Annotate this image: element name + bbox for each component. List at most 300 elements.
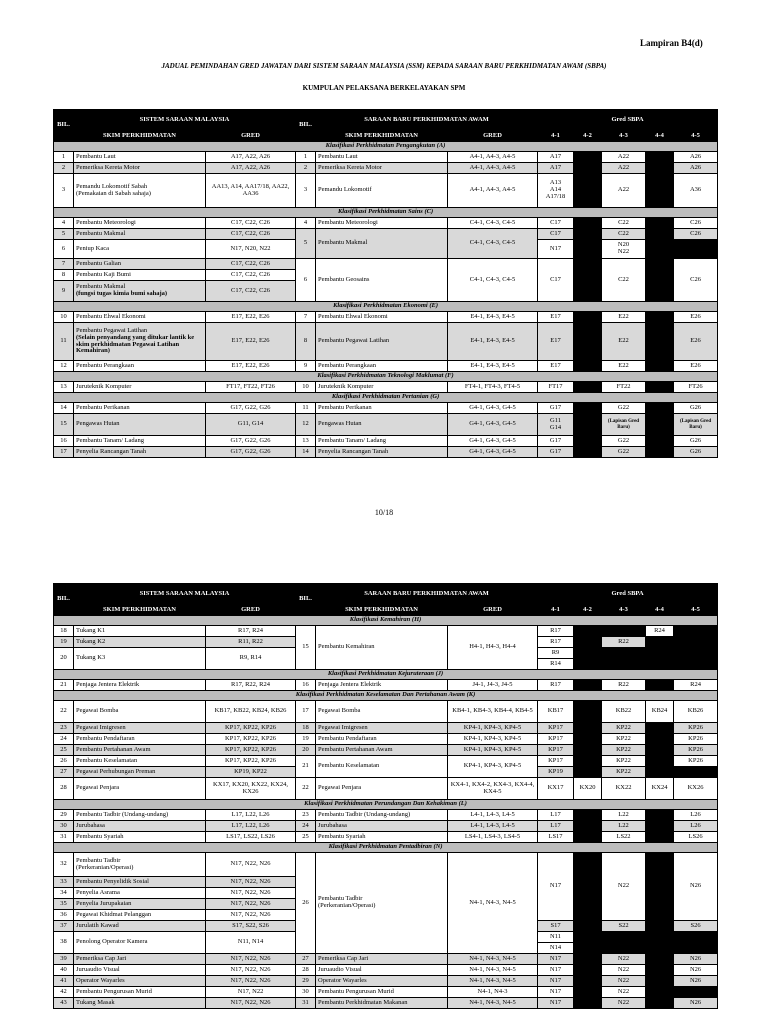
- empty-grade-cell: [646, 821, 674, 832]
- table-cell: 24: [54, 734, 74, 745]
- table-cell: N17: [538, 998, 574, 1009]
- table-cell: Peniup Kaca: [74, 240, 206, 259]
- bil-header: BIL.: [54, 110, 74, 142]
- gred-4-2-header: 4-2: [574, 131, 602, 142]
- table-row: [54, 723, 718, 734]
- table-cell: A4-1, A4-3, A4-5: [448, 152, 538, 163]
- table-cell: N17, N22, N26: [206, 853, 296, 877]
- empty-grade-cell: [646, 680, 674, 691]
- empty-grade-cell: [646, 447, 674, 458]
- table-cell: 20: [54, 648, 74, 670]
- table-cell: KB4-1, KB4-3, KB4-4, KB4-5: [448, 701, 538, 723]
- table-cell: E4-1, E4-3, E4-5: [448, 361, 538, 372]
- category-row: Klasifikasi Perkhidmatan Pertanian (G): [54, 393, 718, 403]
- empty-grade-cell: [646, 767, 674, 778]
- table-cell: 5: [54, 229, 74, 240]
- table-cell: A13 A14 A17/18: [538, 174, 574, 208]
- table-cell: KX4-1, KX4-2, KX4-3, KX4-4, KX4-5: [448, 778, 538, 800]
- empty-grade-cell: [574, 240, 602, 259]
- table-cell: R22: [602, 637, 646, 648]
- table-cell: C22: [602, 259, 646, 302]
- table-cell: R9, R14: [206, 648, 296, 670]
- empty-grade-cell: [646, 745, 674, 756]
- category-row: Klasifikasi Perkhidmatan Sains (C): [54, 208, 718, 218]
- table-cell: L17, L22, L26: [206, 810, 296, 821]
- table-cell: N17, N22: [206, 987, 296, 998]
- table-cell: G26: [674, 436, 718, 447]
- table-cell: Pegawai Imigresen: [316, 723, 448, 734]
- table-cell: (Lapisan Gred Baru): [674, 414, 718, 436]
- table-cell: Pegawai Imigresen: [74, 723, 206, 734]
- table-cell: N26: [674, 976, 718, 987]
- table-row: [54, 626, 718, 637]
- table-cell: Pembantu Pertahanan Awam: [74, 745, 206, 756]
- empty-grade-cell: [574, 229, 602, 240]
- table-cell: 13: [296, 436, 316, 447]
- table-cell: 14: [296, 447, 316, 458]
- table-cell: 2: [54, 163, 74, 174]
- table-cell: KP22: [602, 767, 646, 778]
- table-row: [54, 229, 718, 240]
- table-cell: N17: [538, 976, 574, 987]
- table-cell: R17: [538, 637, 574, 648]
- table-cell: 22: [54, 701, 74, 723]
- table-cell: 12: [296, 414, 316, 436]
- table-row: [54, 361, 718, 372]
- table-row: [54, 152, 718, 163]
- table-cell: C17: [538, 229, 574, 240]
- table-cell: S22: [602, 921, 646, 932]
- gred-header: GRED: [206, 131, 296, 142]
- table-cell: 6: [54, 240, 74, 259]
- empty-grade-cell: [646, 414, 674, 436]
- table-cell: KP17: [538, 734, 574, 745]
- table-cell: G17, G22, G26: [206, 447, 296, 458]
- empty-grade-cell: [646, 163, 674, 174]
- table-cell: L22: [602, 821, 646, 832]
- table-cell: AA13, A14, AA17/18, AA22, AA36: [206, 174, 296, 208]
- table-cell: Jurulatih Kawad: [74, 921, 206, 932]
- empty-grade-cell: [646, 403, 674, 414]
- table-cell: N17, N20, N22: [206, 240, 296, 259]
- table-cell: Jurubahasa: [316, 821, 448, 832]
- table-cell: 32: [54, 853, 74, 877]
- empty-grade-cell: [574, 821, 602, 832]
- empty-grade-cell: [646, 921, 674, 932]
- table-cell: E4-1, E4-3, E4-5: [448, 312, 538, 323]
- table-cell: E17, E22, E26: [206, 312, 296, 323]
- empty-grade-cell: [574, 932, 602, 954]
- table-cell: Tukang Masak: [74, 998, 206, 1009]
- table-cell: 6: [296, 259, 316, 302]
- ssm-header: SISTEM SARAAN MALAYSIA: [74, 110, 296, 131]
- table-cell: Pembantu Ehwal Ekonomi: [316, 312, 448, 323]
- empty-grade-cell: [574, 259, 602, 302]
- table-cell: E22: [602, 323, 646, 361]
- table-row: [54, 832, 718, 843]
- table-cell: Penjaga Jentera Elektrik: [316, 680, 448, 691]
- table-row: [54, 382, 718, 393]
- table-cell: A22: [602, 174, 646, 208]
- table-cell: C22: [602, 218, 646, 229]
- empty-grade-cell: [646, 987, 674, 998]
- table-cell: A36: [674, 174, 718, 208]
- table-cell: Pembantu Makmal: [316, 229, 448, 259]
- table-row: [54, 436, 718, 447]
- table-cell: E4-1, E4-3, E4-5: [448, 323, 538, 361]
- table-cell: N26: [674, 954, 718, 965]
- empty-grade-cell: [646, 976, 674, 987]
- empty-grade-cell: [602, 648, 646, 670]
- empty-grade-cell: [646, 323, 674, 361]
- table-cell: N4-1, N4-3, N4-5: [448, 998, 538, 1009]
- table-cell: Penyelia Asrama: [74, 888, 206, 899]
- table-cell: R14: [538, 659, 574, 670]
- table-cell: 21: [296, 756, 316, 778]
- table-cell: Pembantu Galian: [74, 259, 206, 270]
- table-cell: C17, C22, C26: [206, 281, 296, 302]
- table-cell: N11: [538, 932, 574, 943]
- table-cell: N26: [674, 998, 718, 1009]
- table-cell: N22: [602, 998, 646, 1009]
- table-cell: Penjaga Jentera Elektrik: [74, 680, 206, 691]
- category-row: Klasifikasi Perkhidmatan Keselamatan Dan Pertahanan Awam (K): [54, 691, 718, 701]
- table-cell: KX24: [646, 778, 674, 800]
- table-cell: C17, C22, C26: [206, 229, 296, 240]
- table-cell: Tukang K2: [74, 637, 206, 648]
- table-cell: Pembantu Tadbir (Perkeranian/Operasi): [316, 853, 448, 954]
- table-cell: G22: [602, 403, 646, 414]
- table-cell: A17, A22, A26: [206, 163, 296, 174]
- table-cell: 29: [296, 976, 316, 987]
- table-cell: Pemandu Lokomotif Sabah (Pemakaian di Sabah sahaja): [74, 174, 206, 208]
- table-row: [54, 998, 718, 1009]
- table-cell: KB17: [538, 701, 574, 723]
- empty-grade-cell: [646, 648, 674, 670]
- table-cell: N17, N22, N26: [206, 954, 296, 965]
- table-cell: KP4-1, KP4-3, KP4-5: [448, 745, 538, 756]
- category-row: Klasifikasi Perkhidmatan Pentadbiran (N): [54, 843, 718, 853]
- table-cell: E17: [538, 361, 574, 372]
- table-cell: L17, L22, L26: [206, 821, 296, 832]
- table-cell: KP4-1, KP4-3, KP4-5: [448, 734, 538, 745]
- table-cell: Pembantu Syariah: [74, 832, 206, 843]
- table-cell: KX17, KX20, KX22, KX24, KX26: [206, 778, 296, 800]
- table-cell: Pembantu Laut: [74, 152, 206, 163]
- table-row: [54, 954, 718, 965]
- empty-grade-cell: [574, 701, 602, 723]
- table-cell: R11, R22: [206, 637, 296, 648]
- table-cell: 36: [54, 910, 74, 921]
- table-cell: E22: [602, 361, 646, 372]
- table-cell: 15: [54, 414, 74, 436]
- table-cell: C26: [674, 259, 718, 302]
- table-cell: N22: [602, 954, 646, 965]
- table-cell: 28: [296, 965, 316, 976]
- table-cell: N17, N22, N26: [206, 910, 296, 921]
- table-cell: A17: [538, 152, 574, 163]
- table-cell: Pembantu Pengurusan Murid: [316, 987, 448, 998]
- table-cell: C4-1, C4-3, C4-5: [448, 218, 538, 229]
- table-cell: FT17, FT22, FT26: [206, 382, 296, 393]
- empty-grade-cell: [574, 767, 602, 778]
- empty-grade-cell: [646, 174, 674, 208]
- table-row: [54, 680, 718, 691]
- empty-grade-cell: [674, 648, 718, 670]
- table-cell: KP17: [538, 756, 574, 767]
- empty-grade-cell: [674, 987, 718, 998]
- table-cell: R17: [538, 626, 574, 637]
- table-cell: 23: [54, 723, 74, 734]
- lampiran-label: Lampiran B4(d): [640, 38, 703, 48]
- table-cell: Penolong Operator Kamera: [74, 932, 206, 954]
- table-cell: KP17, KP22, KP26: [206, 723, 296, 734]
- category-row: Klasifikasi Perkhidmatan Ekonomi (E): [54, 302, 718, 312]
- skim-header: SKIM PERKHIDMATAN: [74, 131, 206, 142]
- table-cell: L4-1, L4-3, L4-5: [448, 821, 538, 832]
- table-row: [54, 323, 718, 361]
- table-cell: Pembantu Laut: [316, 152, 448, 163]
- empty-grade-cell: [646, 240, 674, 259]
- table-cell: A22: [602, 152, 646, 163]
- table-cell: Pemeriksa Kereta Motor: [74, 163, 206, 174]
- table-cell: Pembantu Tadbir (Perkeranian/Operasi): [74, 853, 206, 877]
- table-cell: G22: [602, 436, 646, 447]
- table-row: [54, 403, 718, 414]
- table-cell: (Lapisan Gred Baru): [602, 414, 646, 436]
- empty-grade-cell: [574, 723, 602, 734]
- table-cell: C17: [538, 259, 574, 302]
- table-row: [54, 853, 718, 877]
- table-row: [54, 414, 718, 436]
- gred-4-2-header: 4-2: [574, 605, 602, 616]
- empty-grade-cell: [646, 810, 674, 821]
- table-cell: FT26: [674, 382, 718, 393]
- table-cell: 17: [296, 701, 316, 723]
- table-row: [54, 218, 718, 229]
- table-cell: N17: [538, 853, 574, 921]
- category-row: Klasifikasi Perkhidmatan Perundangan Dan Kehakiman (L): [54, 800, 718, 810]
- table-cell: N17, N22, N26: [206, 976, 296, 987]
- empty-grade-cell: [646, 259, 674, 302]
- table-cell: Pembantu Makmal (fungsi tugas kimia bumi sahaja): [74, 281, 206, 302]
- table-cell: R9: [538, 648, 574, 659]
- table-cell: C17, C22, C26: [206, 218, 296, 229]
- table-cell: Operator Wayarles: [316, 976, 448, 987]
- table-cell: G17: [538, 403, 574, 414]
- empty-grade-cell: [574, 954, 602, 965]
- table-cell: KP26: [674, 734, 718, 745]
- table-row: [54, 259, 718, 270]
- table-cell: 31: [54, 832, 74, 843]
- table-cell: G26: [674, 447, 718, 458]
- table-cell: Pegawai Khidmat Pelanggan: [74, 910, 206, 921]
- table-cell: G22: [602, 447, 646, 458]
- category-row: Klasifikasi Kemahiran (H): [54, 616, 718, 626]
- table-cell: Pembantu Perikanan: [74, 403, 206, 414]
- table-cell: LS4-1, LS4-3, LS4-5: [448, 832, 538, 843]
- table-cell: 27: [296, 954, 316, 965]
- empty-grade-cell: [646, 361, 674, 372]
- table-cell: 8: [54, 270, 74, 281]
- table-cell: KP22: [602, 734, 646, 745]
- skim-header: SKIM PERKHIDMATAN: [316, 605, 448, 616]
- table-cell: KX17: [538, 778, 574, 800]
- empty-grade-cell: [574, 403, 602, 414]
- table-cell: Operator Wayarles: [74, 976, 206, 987]
- table-cell: E17: [538, 312, 574, 323]
- table-cell: KP17, KP22, KP26: [206, 756, 296, 767]
- table-cell: E26: [674, 361, 718, 372]
- table-cell: 18: [54, 626, 74, 637]
- table-cell: Pemeriksa Cap Jari: [316, 954, 448, 965]
- table-cell: N4-1, N4-3, N4-5: [448, 853, 538, 954]
- table-cell: Pegawai Bomba: [74, 701, 206, 723]
- table-cell: N22: [602, 853, 646, 921]
- empty-grade-cell: [574, 626, 602, 637]
- empty-grade-cell: [574, 745, 602, 756]
- table-row: [54, 447, 718, 458]
- table-cell: LS17, LS22, LS26: [206, 832, 296, 843]
- gred-header: GRED: [448, 131, 538, 142]
- table-cell: Pemandu Lokomotif: [316, 174, 448, 208]
- table-cell: 4: [54, 218, 74, 229]
- transfer-table-2: [53, 583, 718, 1009]
- empty-grade-cell: [574, 998, 602, 1009]
- table-cell: LS17: [538, 832, 574, 843]
- table-cell: Pembantu Pendaftaran: [74, 734, 206, 745]
- table-cell: C17, C22, C26: [206, 270, 296, 281]
- table-cell: N26: [674, 853, 718, 921]
- table-cell: G4-1, G4-3, G4-5: [448, 403, 538, 414]
- empty-grade-cell: [574, 163, 602, 174]
- table-cell: 13: [54, 382, 74, 393]
- table-cell: 3: [296, 174, 316, 208]
- table-cell: C17: [538, 218, 574, 229]
- table-cell: 25: [296, 832, 316, 843]
- table-cell: Penyelia Rancangan Tanah: [74, 447, 206, 458]
- table-cell: KP22: [602, 756, 646, 767]
- table-cell: KX20: [574, 778, 602, 800]
- gred-header: GRED: [206, 605, 296, 616]
- table-cell: R17, R24: [206, 626, 296, 637]
- table-cell: KP17, KP22, KP26: [206, 745, 296, 756]
- table-cell: 30: [296, 987, 316, 998]
- category-row: Klasifikasi Perkhidmatan Pengangkutan (A): [54, 142, 718, 152]
- table-cell: G17: [538, 447, 574, 458]
- table-cell: 19: [296, 734, 316, 745]
- table-cell: C4-1, C4-3, C4-5: [448, 259, 538, 302]
- table-row: [54, 745, 718, 756]
- table-cell: S17: [538, 921, 574, 932]
- empty-grade-cell: [574, 436, 602, 447]
- table-cell: S17, S22, S26: [206, 921, 296, 932]
- table-cell: 42: [54, 987, 74, 998]
- table-cell: R24: [674, 680, 718, 691]
- table-cell: 25: [54, 745, 74, 756]
- empty-grade-cell: [646, 382, 674, 393]
- table-cell: Pembantu Pertahanan Awam: [316, 745, 448, 756]
- table-cell: Juruaudio Visual: [74, 965, 206, 976]
- table-cell: Pembantu Meteorologi: [316, 218, 448, 229]
- empty-grade-cell: [574, 734, 602, 745]
- empty-grade-cell: [574, 152, 602, 163]
- table-cell: 26: [54, 756, 74, 767]
- skim-header: SKIM PERKHIDMATAN: [74, 605, 206, 616]
- table-cell: J4-1, J4-3, J4-5: [448, 680, 538, 691]
- table-cell: G11, G14: [206, 414, 296, 436]
- empty-grade-cell: [574, 832, 602, 843]
- empty-grade-cell: [574, 637, 602, 648]
- table-cell: 23: [296, 810, 316, 821]
- empty-grade-cell: [646, 152, 674, 163]
- table-cell: Pembantu Pendaftaran: [316, 734, 448, 745]
- table-cell: 37: [54, 921, 74, 932]
- document-title: JADUAL PEMINDAHAN GRED JAWATAN DARI SISTEM SARAAN MALAYSIA (SSM) KEPADA SARAAN BARU PERKHIDMATAN AWAM (SBPA): [161, 62, 607, 70]
- table-cell: KB26: [674, 701, 718, 723]
- gred-4-1-header: 4-1: [538, 131, 574, 142]
- table-cell: 14: [54, 403, 74, 414]
- table-cell: E17, E22, E26: [206, 323, 296, 361]
- empty-grade-cell: [602, 932, 646, 954]
- table-cell: L4-1, L4-3, L4-5: [448, 810, 538, 821]
- table-cell: KP17: [538, 745, 574, 756]
- table-row: [54, 965, 718, 976]
- table-cell: 33: [54, 877, 74, 888]
- table-cell: G4-1, G4-3, G4-5: [448, 414, 538, 436]
- empty-grade-cell: [574, 987, 602, 998]
- empty-grade-cell: [646, 723, 674, 734]
- table-cell: N4-1, N4-3: [448, 987, 538, 998]
- table-cell: Pembantu Tadbir (Undang-undang): [74, 810, 206, 821]
- table-cell: KP17: [538, 723, 574, 734]
- table-row: [54, 810, 718, 821]
- skim-header: SKIM PERKHIDMATAN: [316, 131, 448, 142]
- gred-sbpa-header: Gred SBPA: [538, 584, 718, 605]
- table-cell: R17, R22, R24: [206, 680, 296, 691]
- table-cell: N22: [602, 965, 646, 976]
- table-cell: 22: [296, 778, 316, 800]
- document-subtitle: KUMPULAN PELAKSANA BERKELAYAKAN SPM: [302, 84, 466, 92]
- table-cell: 5: [296, 229, 316, 259]
- table-cell: 18: [296, 723, 316, 734]
- table-cell: N17: [538, 987, 574, 998]
- empty-grade-cell: [674, 932, 718, 954]
- table-cell: 11: [296, 403, 316, 414]
- table-cell: L17: [538, 810, 574, 821]
- gred-4-3-header: 4-3: [602, 605, 646, 616]
- table-cell: 41: [54, 976, 74, 987]
- table-cell: N22: [602, 987, 646, 998]
- table-cell: 27: [54, 767, 74, 778]
- table-cell: KP19: [538, 767, 574, 778]
- table-cell: 17: [54, 447, 74, 458]
- table-cell: 29: [54, 810, 74, 821]
- table-cell: A26: [674, 163, 718, 174]
- table-cell: N17, N22, N26: [206, 965, 296, 976]
- table-row: [54, 174, 718, 208]
- gred-4-4-header: 4-4: [646, 131, 674, 142]
- table-cell: 7: [296, 312, 316, 323]
- table-row: [54, 312, 718, 323]
- table-cell: 1: [296, 152, 316, 163]
- table-cell: Pembantu Keselamatan: [316, 756, 448, 778]
- table-cell: 7: [54, 259, 74, 270]
- table-cell: KX26: [674, 778, 718, 800]
- table-cell: Pegawai Penjara: [74, 778, 206, 800]
- table-cell: 21: [54, 680, 74, 691]
- table-cell: FT4-1, FT4-3, FT4-5: [448, 382, 538, 393]
